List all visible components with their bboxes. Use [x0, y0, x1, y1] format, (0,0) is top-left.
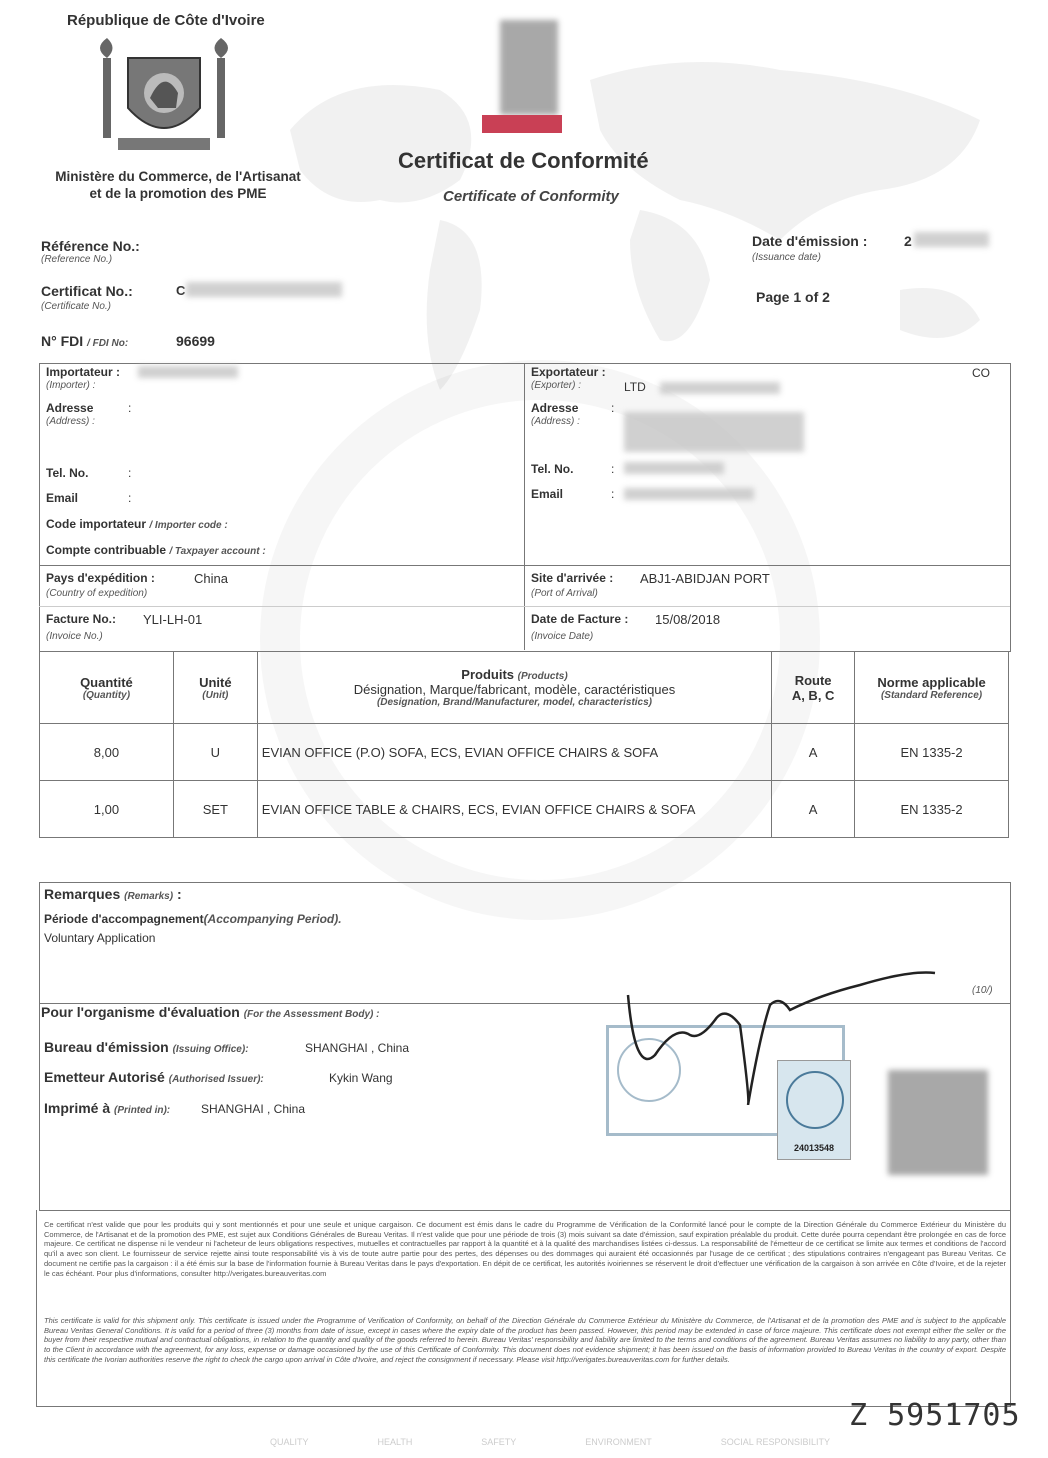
- ministry-name: Ministère du Commerce, de l'Artisanat et de la promotion des PME: [55, 169, 301, 201]
- exporter-address-colon: :: [611, 401, 615, 415]
- row-unit: SET: [173, 781, 257, 838]
- redacted-certificate-no: [186, 282, 342, 297]
- fdi-value: 96699: [176, 333, 215, 349]
- redacted-exporter: [660, 382, 780, 394]
- row-desc: EVIAN OFFICE TABLE & CHAIRS, ECS, EVIAN OFFICE CHAIRS & SOFA: [257, 781, 771, 838]
- redacted-exporter-tel: [624, 462, 724, 474]
- certificate-no-label: Certificat No.:: [41, 283, 133, 299]
- row-norme: EN 1335-2: [855, 781, 1009, 838]
- shipment-divider: [39, 565, 1010, 566]
- reference-label: Référence No.:: [41, 238, 140, 254]
- country-label: Pays d'expédition :: [46, 571, 155, 585]
- certificate-title-fr: Certificat de Conformité: [398, 148, 649, 173]
- exporter-address-label: Adresse: [531, 401, 579, 415]
- row-route: A: [772, 781, 855, 838]
- table-row: [40, 781, 1009, 838]
- republic-title: République de Côte d'Ivoire: [67, 12, 265, 29]
- country-label-en: (Country of expedition): [46, 588, 148, 599]
- invoice-date-label-en: (Invoice Date): [531, 631, 594, 642]
- printed-in-label: Imprimé à (Printed in):: [44, 1100, 171, 1116]
- authorised-issuer-value: Kykin Wang: [329, 1071, 393, 1085]
- invoice-label-en: (Invoice No.): [46, 631, 103, 642]
- invoice-label: Facture No.:: [46, 612, 117, 626]
- issuance-date-label: Date d'émission :: [752, 233, 868, 249]
- voluntary-application: Voluntary Application: [44, 931, 156, 945]
- redacted-exporter-email: [624, 488, 754, 500]
- coat-of-arms-icon: [98, 38, 230, 158]
- issuance-date-label-en: (Issuance date): [752, 252, 821, 263]
- exporter-name-value: LTD: [624, 380, 646, 394]
- exporter-label-en: (Exporter) :: [531, 380, 582, 391]
- exporter-tel-label: Tel. No.: [531, 462, 574, 476]
- importer-email-label: Email: [46, 491, 79, 505]
- exporter-email-colon: :: [611, 487, 615, 501]
- remarks-label: Remarques (Remarks) :: [44, 886, 182, 902]
- issuance-date-value: 2: [904, 233, 912, 249]
- label-social: SOCIAL RESPONSIBILITY: [720, 1437, 830, 1447]
- reference-label-en: (Reference No.): [41, 254, 113, 265]
- remarks-code: (10/): [972, 985, 993, 996]
- certificate-no-value: C: [176, 283, 186, 298]
- exporter-email-label: Email: [531, 487, 564, 501]
- invoice-date-value: 15/08/2018: [655, 612, 721, 627]
- col-qty: Quantité (Quantity): [40, 652, 174, 724]
- table-row: [40, 724, 1009, 781]
- importer-tel-colon: :: [128, 466, 132, 480]
- redacted-photo: [500, 20, 558, 115]
- col-route: Route A, B, C: [772, 652, 855, 724]
- label-environment: ENVIRONMENT: [585, 1437, 652, 1447]
- importer-code-label: Code importateur / Importer code :: [46, 517, 228, 531]
- col-norme: Norme applicable (Standard Reference): [855, 652, 1009, 724]
- importer-label: Importateur :: [46, 365, 121, 379]
- fdi-label: N° FDI / FDI No:: [41, 333, 129, 349]
- exporter-address-en: (Address) :: [531, 416, 580, 427]
- col-unit: Unité (Unit): [173, 652, 257, 724]
- serial-number: Z 5951705: [849, 1398, 1021, 1433]
- arrival-value: ABJ1-ABIDJAN PORT: [640, 571, 770, 586]
- redacted-exporter-address: [624, 412, 804, 452]
- exporter-country-code: CO: [972, 366, 990, 380]
- redacted-signature: [888, 1070, 988, 1175]
- sticker-number: 24013548: [793, 1143, 835, 1153]
- row-norme: EN 1335-2: [855, 724, 1009, 781]
- issuing-office-value: SHANGHAI , China: [305, 1041, 410, 1055]
- taxpayer-label: Compte contribuable / Taxpayer account :: [46, 543, 266, 557]
- row-route: A: [772, 724, 855, 781]
- printed-in-value: SHANGHAI , China: [201, 1102, 306, 1116]
- invoice-value: YLI-LH-01: [143, 612, 203, 627]
- label-quality: QUALITY: [270, 1437, 309, 1447]
- parties-box: [39, 363, 1011, 652]
- arrival-label: Site d'arrivée :: [531, 571, 614, 585]
- country-value: China: [194, 571, 228, 586]
- col-products: Produits (Products) Désignation, Marque/fabricant, modèle, caractéristiques (Designation, Brand/Manufacturer, model, characteristics): [257, 652, 771, 724]
- invoice-divider: [39, 606, 1010, 607]
- row-qty: 1,00: [40, 781, 174, 838]
- exporter-label: Exportateur :: [531, 365, 606, 379]
- legal-text-en: This certificate is valid for this shipment only. This certificate is issued under the Programme of Verification of Conformity, on behalf of the Direction Générale du Commerce Extérieur du Ministère du Commerce, de l'Artisanat et de la promotion des PME and is subject to the applicable Bureau Veritas General Conditions. It is valid for a period of three (3) months from date of issue, except in cases where the expiry date of the product has been passed. However, this period may be extended in case of force majeure. This certificate does not exempt either the seller or the buyer from their respective mutual and contractual obligations, in relation to the quantity and quality of the goods referred to herein. Bureau Veritas' responsibility and liability are limited to the terms and conditions of the agreement. Bureau Veritas assumes no liability to any party, other than to the Client in accordance with the agreement, for any loss, expense or damage occasioned by the use of this Certificate of Conformity. This document does not evidence shipment; it has been issued on the basis of information provided to Bureau Veritas in the country of export. Despite this certificate the Ivorian authorities reserve the right to check the cargo upon arrival in Côte d'Ivoire, and reject the consignment if necessary. Please visit http://verigates.bureauveritas.com for further details.: [44, 1316, 1006, 1364]
- label-safety: SAFETY: [481, 1437, 517, 1447]
- exporter-tel-colon: :: [611, 462, 615, 476]
- issuing-office-label: Bureau d'émission (Issuing Office):: [44, 1039, 249, 1055]
- page-indicator: Page 1 of 2: [756, 289, 830, 305]
- bottom-labels: [270, 1437, 830, 1447]
- certificate-no-label-en: (Certificate No.): [41, 301, 112, 312]
- redacted-bar: [482, 115, 562, 133]
- label-health: HEALTH: [377, 1437, 413, 1447]
- redacted-date: [914, 232, 989, 247]
- assessment-label: Pour l'organisme d'évaluation (For the Assessment Body) :: [41, 1004, 380, 1020]
- legal-text-fr: Ce certificat n'est valide que pour les produits qui y sont mentionnés et pour une seule et unique cargaison. Ce document est émis dans le cadre du Programme de Vérification de la Conformité lancé pour le compte de la Direction Générale du Commerce Extérieur du Ministère du Commerce, de l'Artisanat et de la promotion des PME, est sujet aux Conditions Générales de Bureau Veritas. Il n'est valide que pour une période de trois (3) mois suivant sa date d'émission, sauf expiration préalable du produit. Cette durée pourra cependant être prolongée en cas de force majeure. Ce certificat ne dispense ni le vendeur ni l'acheteur de leurs obligations respectives, mutuelles et contractuelles par rapport à la quantité et à la qualité des marchandises listées ci-dessus. La responsabilité de l'émetteur de ce certificat se limite aux termes et conditions de l'accord qu'il a avec son client. Le fournisseur de service rejette ainsi toute responsabilité vis à vis de toute autre partie pour des pertes, des dépenses ou des dommages qui auraient été occasionnés par l'usage de ce certificat ; des stipulations contraires n'engageant pas Bureau Veritas. Ce document ne certifie pas la cargaison : il a été émis sur la base de l'information fournie à Bureau Veritas dans le pays d'exportation. En dépit de ce certificat, les autorités ivoiriennes se réservent le droit d'effectuer une vérification de la cargaison à son arrivée en Côte d'Ivoire, et de la rejeter le cas échéant. Pour plus d'informations, consulter http://verigates.bureauveritas.com: [44, 1220, 1006, 1278]
- arrival-label-en: (Port of Arrival): [531, 588, 598, 599]
- row-qty: 8,00: [40, 724, 174, 781]
- products-table: [39, 651, 1009, 838]
- row-desc: EVIAN OFFICE (P.O) SOFA, ECS, EVIAN OFFICE CHAIRS & SOFA: [257, 724, 771, 781]
- row-unit: U: [173, 724, 257, 781]
- authorised-issuer-label: Emetteur Autorisé (Authorised Issuer):: [44, 1069, 264, 1085]
- importer-email-colon: :: [128, 491, 132, 505]
- redacted-importer: [138, 366, 238, 378]
- certificate-title-en: Certificate of Conformity: [443, 188, 619, 205]
- importer-tel-label: Tel. No.: [46, 466, 89, 480]
- importer-address-colon: :: [128, 401, 132, 415]
- invoice-date-label: Date de Facture :: [531, 612, 629, 626]
- importer-label-en: (Importer) :: [46, 380, 96, 391]
- products-header-row: [40, 652, 1009, 724]
- legal-box: [36, 1210, 1011, 1407]
- importer-address-label: Adresse: [46, 401, 94, 415]
- importer-address-en: (Address) :: [46, 416, 95, 427]
- period-label: Période d'accompagnement(Accompanying Period).: [44, 912, 342, 926]
